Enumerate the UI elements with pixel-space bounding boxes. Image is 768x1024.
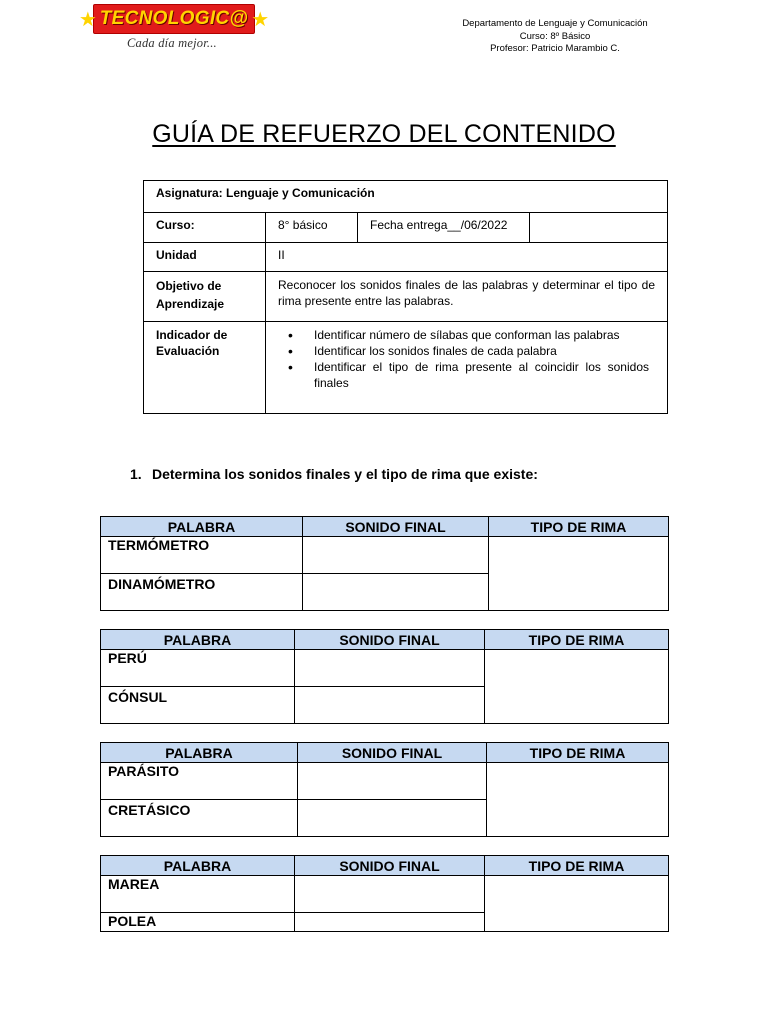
- department-text: Departamento de Lenguaje y Comunicación: [462, 18, 648, 29]
- indicator-label-line: Indicador de: [156, 328, 228, 342]
- date-value: Fecha entrega__/06/2022: [358, 213, 530, 243]
- word-cell: POLEA: [101, 913, 295, 932]
- question-text: Determina los sonidos finales y el tipo de rima que existe:: [152, 466, 538, 482]
- column-header: SONIDO FINAL: [298, 743, 487, 763]
- rhyme-type-input[interactable]: [485, 876, 669, 932]
- final-sound-input[interactable]: [295, 876, 485, 913]
- unit-value: II: [266, 243, 668, 272]
- objective-label-line: Aprendizaje: [156, 297, 225, 311]
- final-sound-input[interactable]: [295, 687, 485, 724]
- rhyme-type-input[interactable]: [485, 650, 669, 724]
- indicator-label-line: Evaluación: [156, 344, 220, 358]
- word-cell: CÓNSUL: [101, 687, 295, 724]
- course-value: 8° básico: [266, 213, 358, 243]
- column-header: PALABRA: [101, 856, 295, 876]
- logo-banner: [78, 4, 270, 34]
- empty-cell: [530, 213, 668, 243]
- final-sound-input[interactable]: [298, 763, 487, 800]
- final-sound-input[interactable]: [295, 913, 485, 932]
- column-header: PALABRA: [101, 743, 298, 763]
- word-cell: PARÁSITO: [101, 763, 298, 800]
- course-text: Curso: 8º Básico: [519, 30, 591, 42]
- word-cell: PERÚ: [101, 650, 295, 687]
- word-cell: CRETÁSICO: [101, 800, 298, 837]
- indicator-item: • Identificar número de sílabas que conforman las palabras: [288, 327, 649, 343]
- indicator-item: • Identificar el tipo de rima presente al coincidir los sonidos finales: [288, 359, 649, 391]
- final-sound-input[interactable]: [295, 650, 485, 687]
- final-sound-input[interactable]: [298, 800, 487, 837]
- school-logo: [78, 4, 270, 52]
- teacher-text: Profesor: Patricio Marambio C.: [490, 43, 620, 54]
- column-header: SONIDO FINAL: [295, 856, 485, 876]
- rhyme-type-input[interactable]: [487, 763, 669, 837]
- final-sound-input[interactable]: [303, 574, 489, 611]
- objective-label: [144, 272, 266, 322]
- indicator-list: [278, 327, 655, 391]
- column-header: TIPO DE RIMA: [489, 517, 669, 537]
- column-header: TIPO DE RIMA: [487, 743, 669, 763]
- rhyme-type-input[interactable]: [489, 537, 669, 611]
- unit-label: Unidad: [144, 243, 266, 272]
- star-icon: ★: [251, 7, 270, 31]
- page-title: GUÍA DE REFUERZO DEL CONTENIDO: [152, 120, 616, 148]
- exercise-table: [100, 629, 669, 724]
- column-header: TIPO DE RIMA: [485, 630, 669, 650]
- header-info: [430, 18, 680, 56]
- exercise-table: [100, 516, 669, 611]
- word-cell: MAREA: [101, 876, 295, 913]
- column-header: PALABRA: [101, 517, 303, 537]
- logo-slogan: Cada día mejor...: [127, 36, 217, 50]
- question-1: [130, 466, 538, 482]
- final-sound-input[interactable]: [303, 537, 489, 574]
- objective-label-line: Objetivo de: [156, 279, 222, 293]
- course-label: Curso:: [144, 213, 266, 243]
- indicator-list-cell: [266, 322, 668, 414]
- subject-cell: Asignatura: Lenguaje y Comunicación: [144, 181, 668, 213]
- column-header: SONIDO FINAL: [295, 630, 485, 650]
- logo-name: TECNOLOGIC@: [99, 8, 249, 29]
- indicator-label: [144, 322, 266, 414]
- column-header: PALABRA: [101, 630, 295, 650]
- column-header: SONIDO FINAL: [303, 517, 489, 537]
- question-number: 1.: [130, 466, 142, 482]
- info-table: [143, 180, 668, 414]
- column-header: TIPO DE RIMA: [485, 856, 669, 876]
- exercise-table: [100, 742, 669, 837]
- exercise-table: [100, 855, 669, 932]
- objective-value: Reconocer los sonidos finales de las palabras y determinar el tipo de rima presente entre las palabras.: [266, 272, 668, 322]
- word-cell: TERMÓMETRO: [101, 537, 303, 574]
- word-cell: DINAMÓMETRO: [101, 574, 303, 611]
- indicator-item: • Identificar los sonidos finales de cada palabra: [288, 343, 649, 359]
- star-icon: ★: [78, 7, 97, 31]
